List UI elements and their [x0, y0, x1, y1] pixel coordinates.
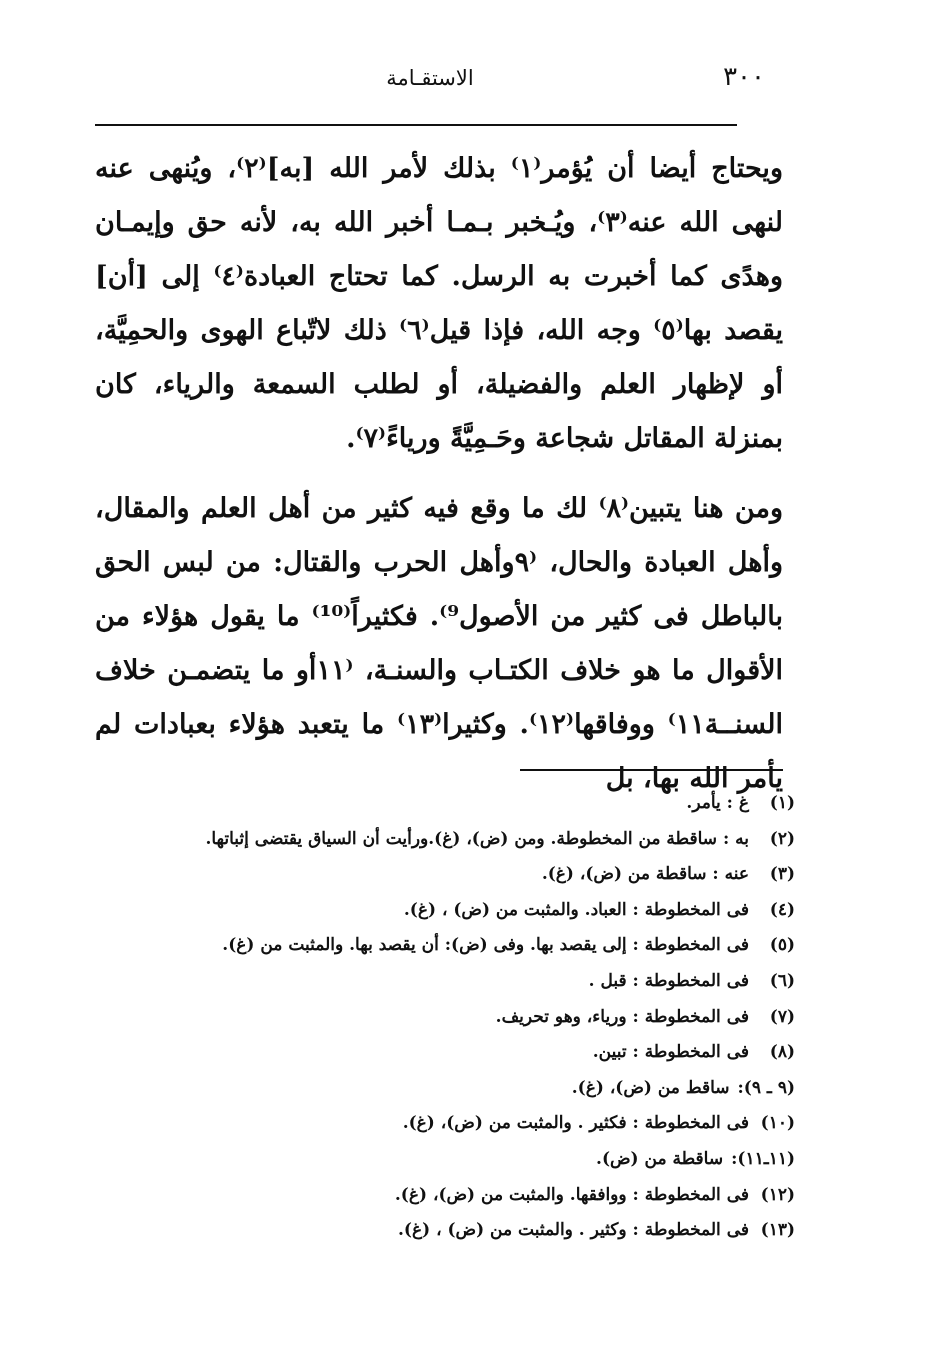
footnote-text: فى المخطوطة : وكثير . والمثبت من (ض) ، (غ). [398, 1220, 749, 1241]
footnotes-list [95, 790, 795, 1253]
footnote-item [95, 826, 795, 862]
footnote-divider [520, 769, 783, 771]
footnote-item [95, 1039, 795, 1075]
footnote-number: (٤) [769, 899, 795, 920]
footnote-number: (١١ـ١١): [731, 1148, 795, 1169]
running-title: الاستقـامة [386, 66, 474, 90]
footnote-number: (٢) [769, 828, 795, 849]
footnote-text: فى المخطوطة : ووافقها. والمثبت من (ض)، (غ). [394, 1184, 749, 1205]
footnote-text: ساقطة من (ض). [596, 1148, 724, 1169]
footnote-item [95, 861, 795, 897]
footnote-item [95, 1146, 795, 1182]
footnote-number: (٨) [769, 1042, 795, 1063]
footnote-text: فى المخطوطة : العباد. والمثبت من (ض) ، (غ). [403, 899, 749, 920]
footnote-item [95, 1004, 795, 1040]
paragraph-1: ويحتاج أيضا أن يُؤمر⁽١⁾ بذلك لأمر الله [به]⁽٢⁾، ويُنهى عنه لنهى الله عنه⁽٣⁾، ويُـخبر بـمـا أخبر الله به، لأنه حق وإيمـان وهدًى كما أخبرت به الرسل. كما تحتاج العبادة⁽٤⁾ إلى [أن] يقصد بها⁽٥⁾ وجه الله، فإذا قيل⁽٦⁾ ذلك لاتّباع الهوى والحمِيَّة، أو لإظهار العلم والفضيلة، أو لطلب السمعة والرياء، كان بمنزلة المقاتل شجاعة وحَـمِيَّةً ورياءً⁽٧⁾. [95, 153, 784, 454]
footnote-text: عنه : ساقطة من (ض)، (غ). [541, 864, 749, 885]
footnote-number: (١٢) [760, 1184, 795, 1205]
footnote-text: غ : يأمر. [686, 793, 749, 813]
footnote-item [95, 790, 795, 826]
footnote-number: (٣) [769, 864, 795, 885]
footnote-item [95, 1217, 795, 1253]
footnote-text: فى المخطوطة : إلى يقصد بها. وفى (ض): أن يقصد بها. والمثبت من (غ). [222, 935, 749, 956]
footnote-item [95, 1182, 795, 1218]
footnote-item [95, 932, 795, 968]
footnote-text: به : ساقطة من المخطوطة. ومن (ض)، (غ).ورأيت أن السياق يقتضى إثباتها. [205, 828, 749, 849]
footnote-text: فى المخطوطة : قبل . [588, 970, 749, 991]
footnote-number: (٩ ـ ٩): [737, 1077, 795, 1098]
footnote-item [95, 1110, 795, 1146]
running-head [95, 62, 765, 98]
page-number: ٣٠٠ [723, 62, 765, 92]
footnote-item [95, 1075, 795, 1111]
footnote-text: فى المخطوطة : فكثير . والمثبت من (ض)، (غ). [402, 1113, 749, 1134]
footnote-number: (١٣) [760, 1220, 795, 1241]
footnote-text: فى المخطوطة : ورياء، وهو تحريف. [495, 1006, 749, 1027]
main-text [95, 142, 783, 806]
footnote-text: فى المخطوطة : تبين. [592, 1042, 749, 1063]
footnote-number: (٦) [769, 970, 795, 991]
footnote-number: (١) [769, 793, 795, 813]
footnote-text: ساقط من (ض)، (غ). [571, 1077, 730, 1098]
footnote-number: (١٠) [760, 1113, 795, 1134]
footnote-item [95, 968, 795, 1004]
footnote-number: (٧) [769, 1006, 795, 1027]
header-divider [95, 124, 737, 126]
footnote-item [95, 897, 795, 933]
footnote-number: (٥) [769, 935, 795, 956]
paragraph-2: ومن هنا يتبين⁽٨⁾ لك ما وقع فيه كثير من أهل العلم والمقال، وأهل العبادة والحال، ⁽٩وأهل الحرب والقتال: من لبس الحق بالباطل فى كثير من الأصول⁹⁾. فكثيراً⁽¹⁰⁾ ما يقول هؤلاء من الأقوال ما هو خلاف الكتـاب والسنـة، ⁽١١أو ما يتضمـن خلاف السنــة١١⁾ ووفاقها⁽١٢⁾. وكثيرا⁽١٣⁾ ما يتعبد هؤلاء بعبادات لم يأمر الله بها، بل [95, 493, 783, 794]
